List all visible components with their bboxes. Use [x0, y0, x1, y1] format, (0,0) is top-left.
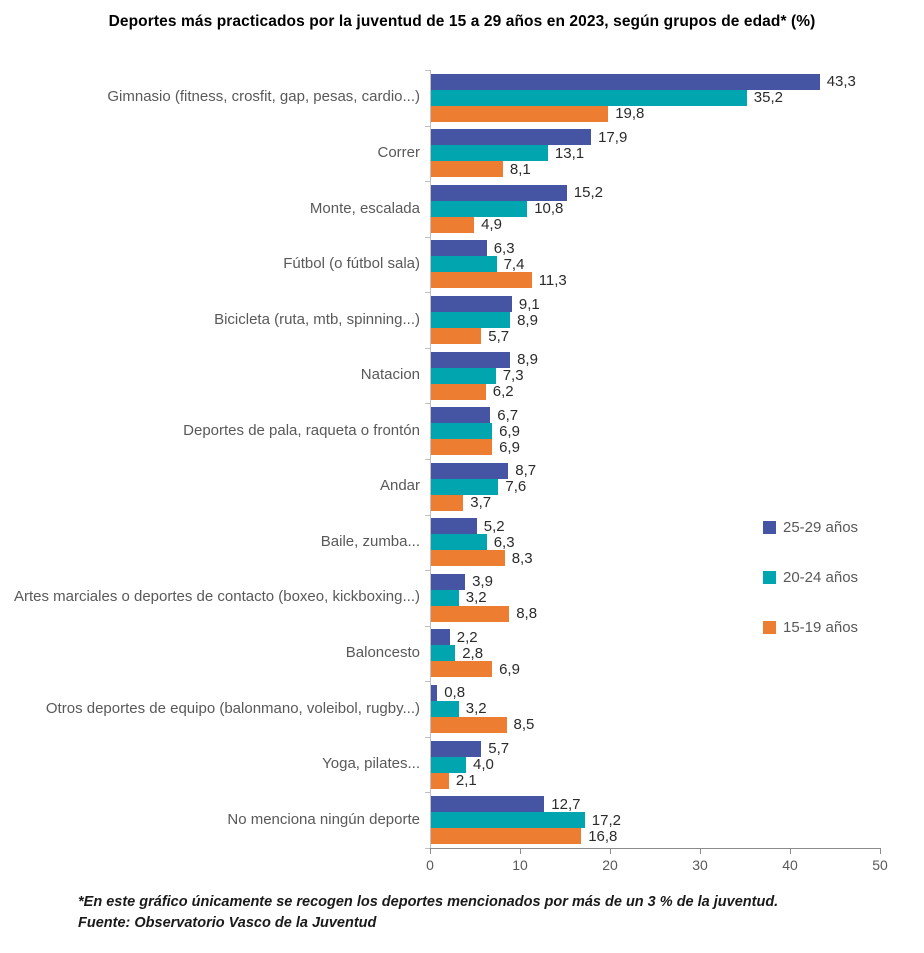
bar-25-29-años: [430, 685, 437, 701]
category-label: Baile, zumba...: [320, 532, 420, 550]
value-axis-tick: [790, 849, 791, 854]
bar-group: [430, 407, 880, 455]
category-label: Yoga, pilates...: [322, 755, 420, 773]
value-axis-tick: [610, 849, 611, 854]
bar-value-label: 43,3: [826, 73, 856, 91]
bar-20-24-años: [430, 701, 459, 717]
bar-value-label: 8,3: [511, 549, 533, 567]
bar-value-label: 7,6: [505, 478, 527, 496]
bar-value-label: 8,1: [509, 160, 531, 178]
bar-25-29-años: [430, 574, 465, 590]
bar-20-24-años: [430, 645, 455, 661]
bar-value-label: 9,1: [518, 295, 540, 313]
bar-value-label: 3,9: [472, 573, 493, 591]
bar-chart: [0, 70, 924, 848]
legend-item: [763, 567, 858, 588]
bar-20-24-años: [430, 423, 492, 439]
bar-25-29-años: [430, 74, 820, 90]
bar-row: [430, 217, 880, 233]
bar-value-label: 3,7: [470, 494, 492, 512]
footnote-line-1: *En este gráfico únicamente se recogen los deportes mencionados por más de un 3 % de la juventud.: [78, 894, 779, 910]
bar-15-19-años: [430, 272, 532, 288]
bar-20-24-años: [430, 812, 585, 828]
bar-25-29-años: [430, 352, 510, 368]
bar-25-29-años: [430, 796, 544, 812]
bar-value-label: 7,3: [502, 367, 524, 385]
bar-row: [430, 296, 880, 312]
bar-value-label: 2,1: [455, 772, 477, 790]
bar-row: [430, 129, 880, 145]
category-axis-tick: [425, 626, 430, 627]
bar-row: [430, 328, 880, 344]
category-label: Fútbol (o fútbol sala): [283, 255, 420, 273]
bar-15-19-años: [430, 217, 474, 233]
bar-value-label: 6,2: [492, 383, 514, 401]
chart-title: Deportes más practicados por la juventud de 15 a 29 años en 2023, según grupos de edad* (%): [108, 13, 816, 30]
bar-20-24-años: [430, 312, 510, 328]
bar-value-label: 5,7: [488, 327, 510, 345]
category-label: Deportes de pala, raqueta o frontón: [183, 421, 420, 439]
bar-row: [430, 145, 880, 161]
value-axis-tick-label: 50: [872, 857, 888, 873]
chart-row: [0, 403, 924, 459]
category-axis-tick: [425, 181, 430, 182]
bar-group: [430, 74, 880, 122]
bar-row: [430, 312, 880, 328]
bar-row: [430, 106, 880, 122]
category-axis-tick: [425, 70, 430, 71]
category-label: Andar: [379, 477, 420, 495]
category-axis-tick: [425, 515, 430, 516]
bar-value-label: 13,1: [554, 144, 585, 162]
bar-group: [430, 296, 880, 344]
value-axis-tick: [700, 849, 701, 854]
bar-row: [430, 717, 880, 733]
bar-15-19-años: [430, 828, 581, 844]
category-axis-tick: [425, 403, 430, 404]
bar-row: [430, 90, 880, 106]
bar-15-19-años: [430, 106, 608, 122]
bar-value-label: 3,2: [465, 700, 487, 718]
value-axis-tick-label: 40: [782, 857, 798, 873]
category-axis-tick: [425, 126, 430, 127]
bar-15-19-años: [430, 439, 492, 455]
category-axis-tick: [425, 459, 430, 460]
bar-row: [430, 185, 880, 201]
chart-row: [0, 348, 924, 404]
bar-20-24-años: [430, 90, 747, 106]
bar-value-label: 6,7: [497, 406, 519, 424]
bar-row: [430, 796, 880, 812]
legend-label: 15-19 años: [783, 619, 859, 636]
category-label: Otros deportes de equipo (balonmano, voleibol, rugby...): [45, 699, 420, 717]
bar-15-19-años: [430, 384, 486, 400]
category-label: Bicicleta (ruta, mtb, spinning...): [214, 310, 420, 328]
bar-value-label: 35,2: [753, 89, 783, 107]
category-axis-tick: [425, 792, 430, 793]
bar-20-24-años: [430, 534, 487, 550]
bar-value-label: 19,8: [615, 105, 645, 123]
bar-value-label: 16,8: [588, 827, 618, 845]
bar-value-label: 8,7: [515, 462, 537, 480]
bar-value-label: 5,2: [483, 517, 505, 535]
bar-20-24-años: [430, 757, 466, 773]
bar-value-label: 8,8: [516, 605, 538, 623]
bar-group: [430, 240, 880, 288]
category-label: Correr: [377, 143, 420, 161]
bar-value-label: 5,7: [488, 740, 510, 758]
footnote-line-2: Fuente: Observatorio Vasco de la Juventud: [78, 915, 377, 932]
bar-row: [430, 201, 880, 217]
bar-20-24-años: [430, 256, 497, 272]
bar-25-29-años: [430, 518, 477, 534]
bar-value-label: 6,9: [499, 438, 520, 456]
bar-row: [430, 741, 880, 757]
legend-swatch: [763, 521, 776, 534]
bar-value-label: 17,9: [598, 128, 628, 146]
bar-group: [430, 185, 880, 233]
legend-label: 25-29 años: [783, 519, 859, 536]
bar-row: [430, 161, 880, 177]
bar-25-29-años: [430, 185, 567, 201]
bar-25-29-años: [430, 741, 481, 757]
value-axis-tick: [880, 849, 881, 854]
bar-row: [430, 685, 880, 701]
bar-value-label: 8,5: [513, 716, 535, 734]
chart-row: [0, 70, 924, 126]
bar-15-19-años: [430, 550, 505, 566]
bar-value-label: 6,9: [499, 660, 520, 678]
bar-value-label: 8,9: [517, 311, 538, 329]
category-axis-tick: [425, 737, 430, 738]
bar-row: [430, 368, 880, 384]
legend-swatch: [763, 571, 776, 584]
bar-value-label: 11,3: [538, 271, 567, 289]
bar-row: [430, 439, 880, 455]
bar-row: [430, 495, 880, 511]
category-axis-tick: [425, 570, 430, 571]
bar-row: [430, 74, 880, 90]
bar-value-label: 6,3: [493, 533, 515, 551]
bar-row: [430, 384, 880, 400]
chart-row: [0, 737, 924, 793]
bar-value-label: 10,8: [534, 200, 564, 218]
bar-value-label: 4,9: [481, 216, 502, 234]
chart-row: [0, 681, 924, 737]
bar-15-19-años: [430, 606, 509, 622]
bar-25-29-años: [430, 240, 487, 256]
bar-row: [430, 757, 880, 773]
bar-row: [430, 240, 880, 256]
bar-value-label: 8,9: [517, 351, 538, 369]
value-axis-tick: [430, 849, 431, 854]
category-axis-tick: [425, 237, 430, 238]
value-axis-tick-label: 10: [512, 857, 528, 873]
bar-group: [430, 685, 880, 733]
legend-item: [763, 517, 858, 538]
category-label: Natacion: [360, 366, 420, 384]
bar-15-19-años: [430, 773, 449, 789]
bar-value-label: 2,2: [456, 628, 478, 646]
bar-row: [430, 256, 880, 272]
bar-15-19-años: [430, 161, 503, 177]
bar-row: [430, 701, 880, 717]
bar-group: [430, 129, 880, 177]
chart-row: [0, 459, 924, 515]
bar-20-24-años: [430, 590, 459, 606]
legend-label: 20-24 años: [783, 569, 859, 586]
category-label: Artes marciales o deportes de contacto (boxeo, kickboxing...): [13, 588, 420, 606]
chart-row: [0, 126, 924, 182]
bar-value-label: 6,9: [499, 422, 520, 440]
value-axis-tick-label: 0: [426, 857, 434, 873]
legend-swatch: [763, 621, 776, 634]
category-label: Baloncesto: [345, 644, 420, 662]
bar-value-label: 17,2: [591, 811, 621, 829]
bar-group: [430, 796, 880, 844]
chart-row: [0, 292, 924, 348]
bar-row: [430, 812, 880, 828]
bar-row: [430, 423, 880, 439]
bar-group: [430, 463, 880, 511]
bar-value-label: 2,8: [462, 644, 484, 662]
bar-row: [430, 463, 880, 479]
chart-row: [0, 792, 924, 848]
bar-25-29-años: [430, 129, 591, 145]
value-axis: [426, 848, 888, 878]
bar-row: [430, 352, 880, 368]
chart-row: [0, 181, 924, 237]
bar-value-label: 0,8: [444, 684, 466, 702]
category-axis-line: [430, 70, 431, 848]
value-axis-tick-label: 20: [602, 857, 618, 873]
bar-15-19-años: [430, 495, 463, 511]
bar-20-24-años: [430, 368, 496, 384]
bar-20-24-años: [430, 145, 548, 161]
bar-15-19-años: [430, 328, 481, 344]
bar-20-24-años: [430, 201, 527, 217]
bar-group: [430, 741, 880, 789]
bar-row: [430, 773, 880, 789]
bar-15-19-años: [430, 717, 507, 733]
footnote: [78, 892, 778, 934]
bar-value-label: 6,3: [493, 239, 515, 257]
bar-group: [430, 352, 880, 400]
bar-value-label: 3,2: [465, 589, 487, 607]
value-axis-tick: [520, 849, 521, 854]
category-label: Gimnasio (fitness, crosfit, gap, pesas, cardio...): [107, 88, 420, 106]
bar-row: [430, 828, 880, 844]
bar-25-29-años: [430, 463, 508, 479]
bar-row: [430, 407, 880, 423]
bar-value-label: 15,2: [573, 184, 603, 202]
category-label: Monte, escalada: [309, 199, 420, 217]
bar-25-29-años: [430, 407, 490, 423]
category-axis-tick: [425, 681, 430, 682]
legend-item: [763, 617, 858, 638]
bar-20-24-años: [430, 479, 498, 495]
bar-15-19-años: [430, 661, 492, 677]
category-label: No menciona ningún deporte: [227, 810, 420, 828]
category-axis-tick: [425, 292, 430, 293]
value-axis-tick-label: 30: [692, 857, 708, 873]
bar-value-label: 12,7: [551, 795, 581, 813]
chart-row: [0, 237, 924, 293]
bar-row: [430, 272, 880, 288]
bar-row: [430, 479, 880, 495]
bar-25-29-años: [430, 629, 450, 645]
bar-value-label: 7,4: [503, 255, 525, 273]
bar-value-label: 4,0: [473, 756, 494, 774]
bar-25-29-años: [430, 296, 512, 312]
category-axis-tick: [425, 348, 430, 349]
legend: [763, 517, 858, 667]
